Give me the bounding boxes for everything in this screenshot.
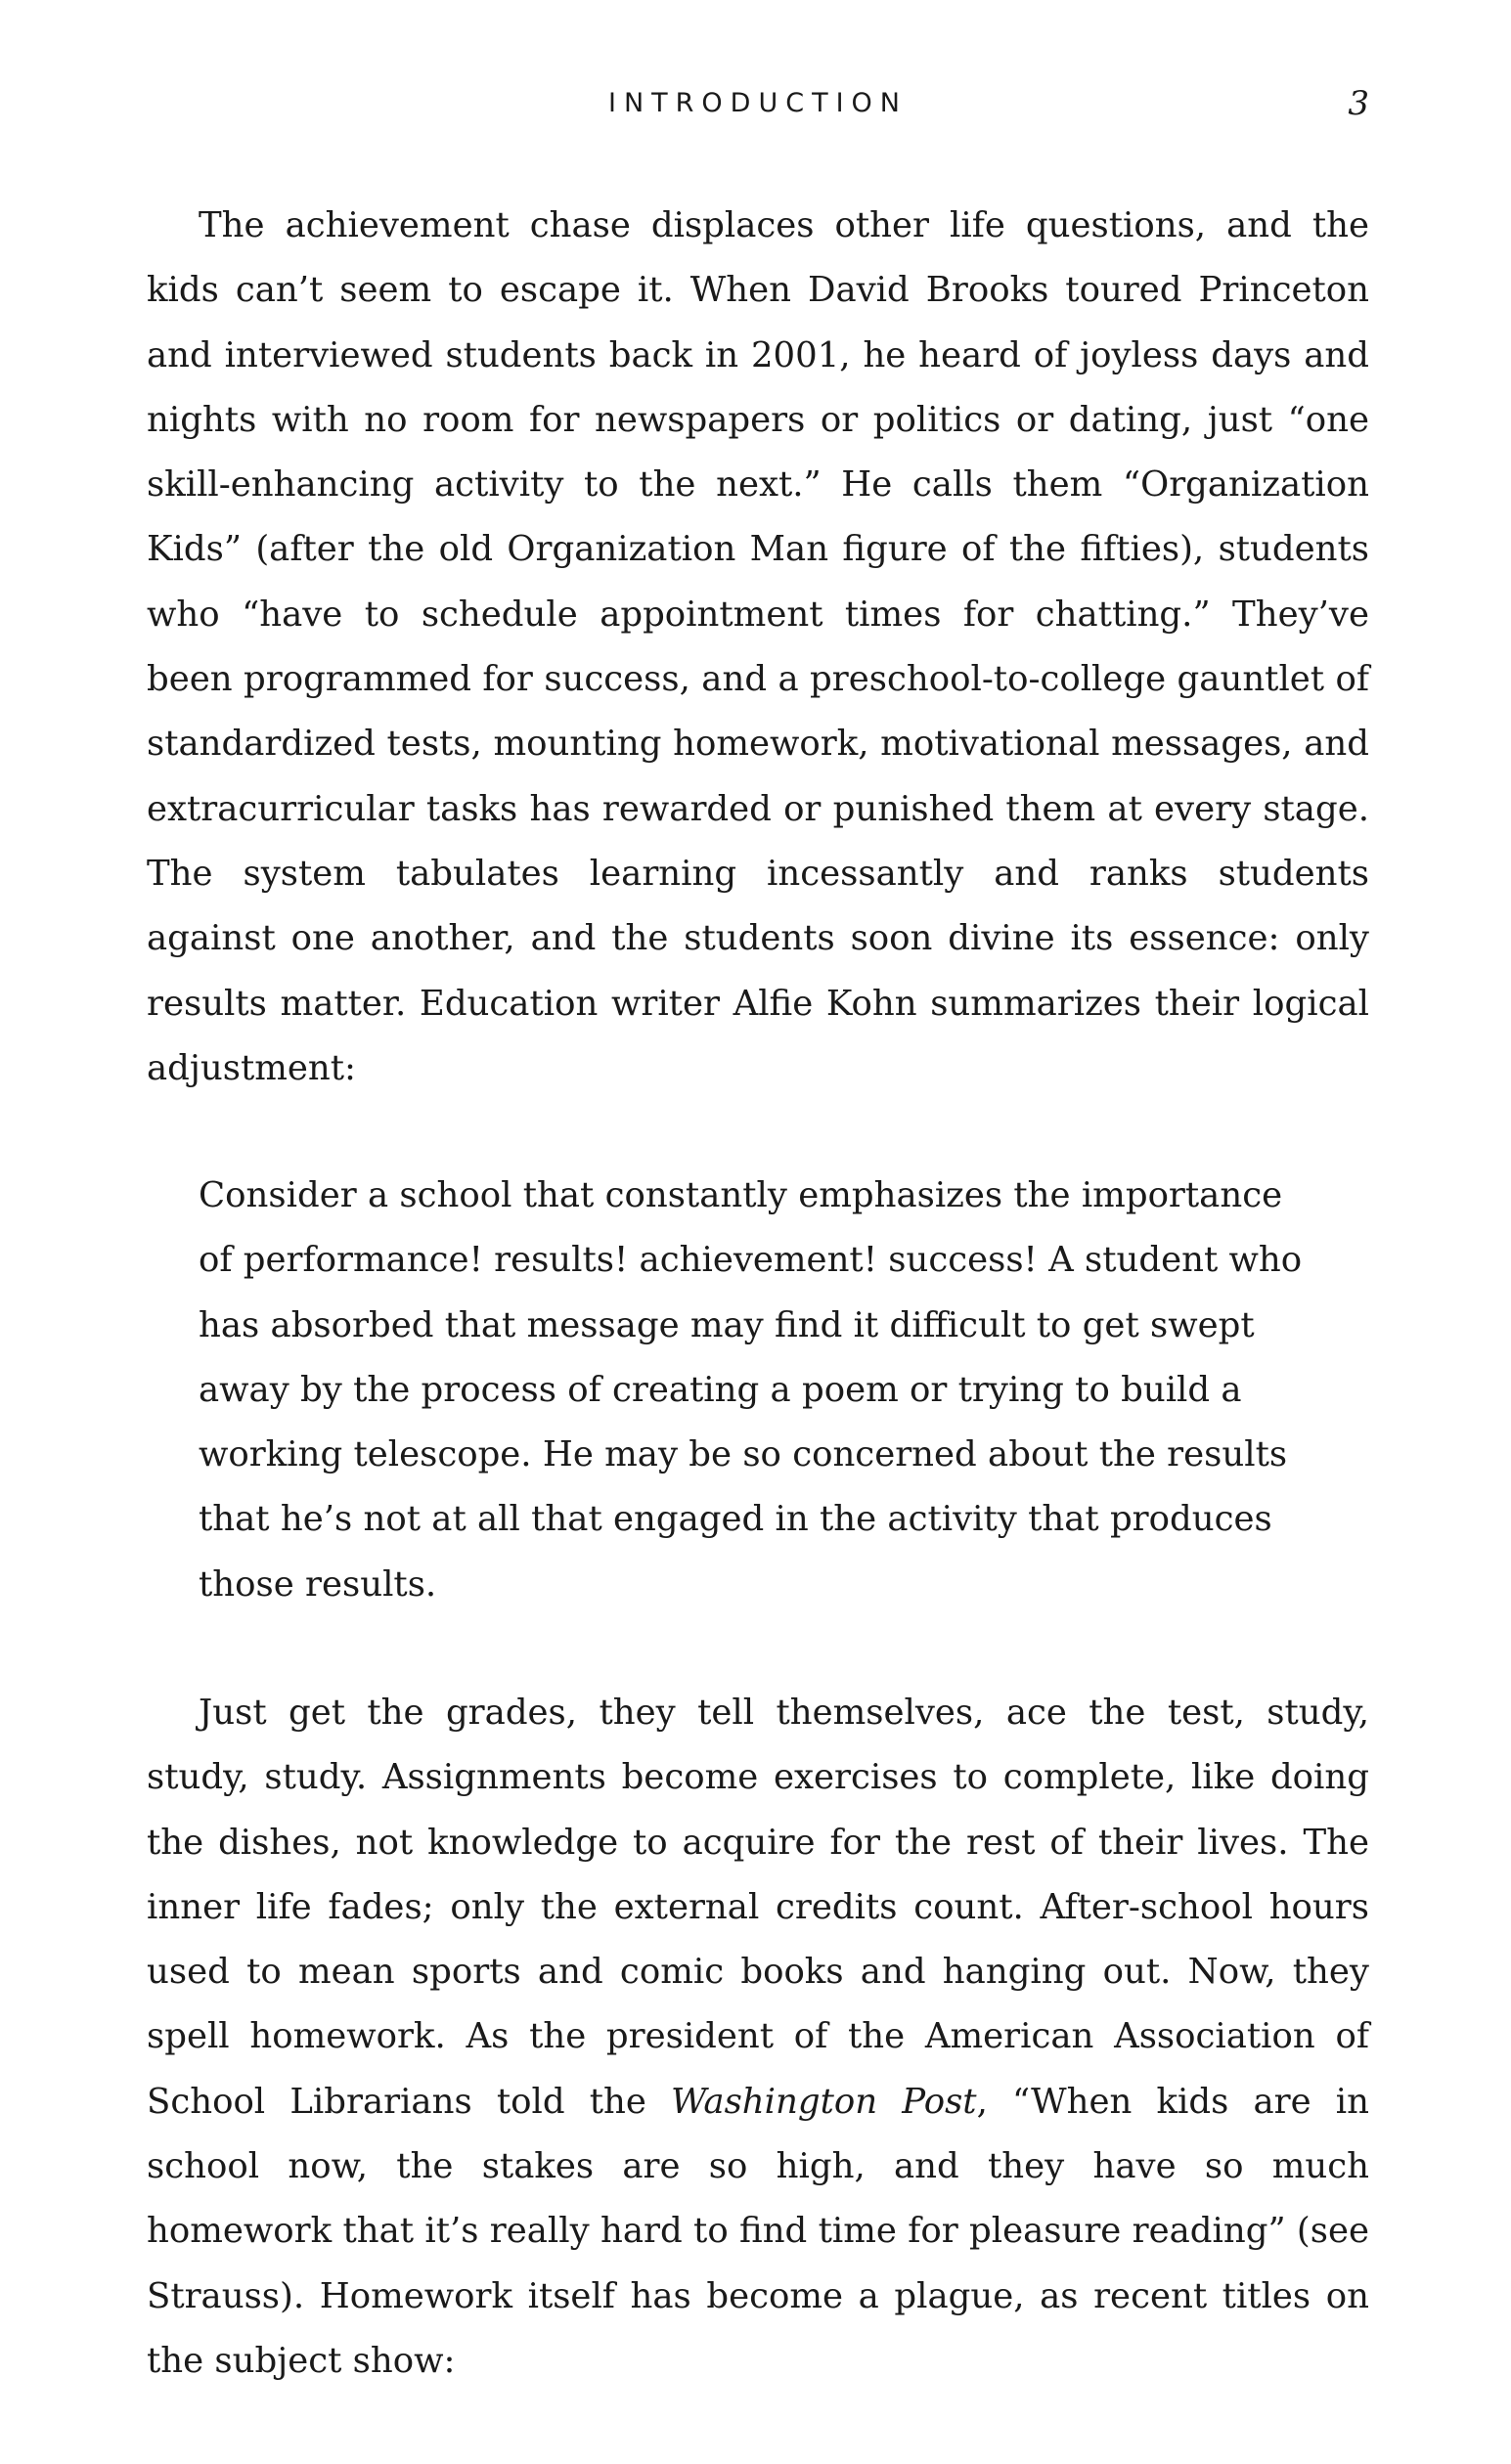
body-paragraph: The achievement chase displaces other life questions, and the kids can’t seem to escape it. When David Brooks toured Princeton and interviewed students back in 2001, he heard of joyless days and nights with no room for newspapers or politics or dating, just “one skill-enhancing activity to the next.” He calls them “Organization Kids” (after the old Organization Man figure of the fifties), students who “have to schedule appointment times for chatting.” They’ve been programmed for success, and a preschool-to-college gauntlet of standardized tests, mounting homework, motivational messages, and extracurricular tasks has rewarded or punished them at every stage. The system tabulates learning incessantly and ranks students against one another, and the students soon divine its essence: only results matter. Education writer Alfie Kohn summarizes their logical adjustment: xyxy=(147,205,1369,1088)
paragraph-text: , “When kids are in school now, the stakes are so high, and they have so much homework that it’s really hard to find time for pleasure reading” (see Strauss). Homework itself has become a plague, as recent titles on the subject show: xyxy=(147,2081,1370,2381)
block-quote: Consider a school that constantly emphasizes the importance of performance! results! achievement! success! A student who has absorbed that message may find it difficult to get swept away by the process of creating a poem or trying to build a working telescope. He may be so concerned about the results that he’s not at all that engaged in the activity that produces those results. xyxy=(199,1175,1303,1605)
page-number: 3 xyxy=(1348,84,1369,123)
body-paragraph xyxy=(147,1681,1369,2394)
running-title: INTRODUCTION xyxy=(608,88,908,118)
paragraph-text: Just get the grades, they tell themselves, ace the test, study, study, study. Assignments become exercises to complete, like doing the dishes, not knowledge to acquire for the rest of their lives. The inner life fades; only the external credits count. After-school hours used to mean sports and comic books and hanging out. Now, they spell homework. As the president of the American Association of School Librarians told the xyxy=(147,1693,1369,2122)
running-head xyxy=(147,84,1369,123)
publication-title: Washington Post xyxy=(671,2081,977,2122)
